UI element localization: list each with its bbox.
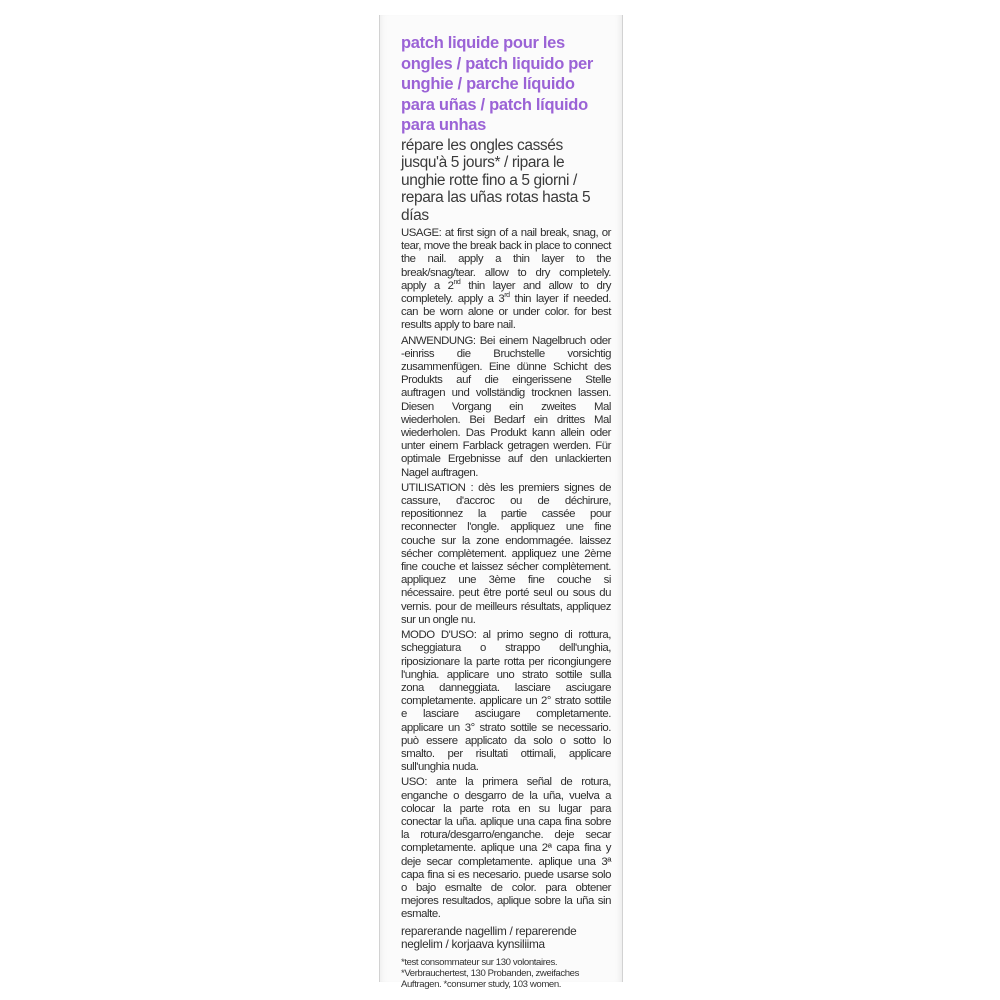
packaging-panel (379, 15, 623, 991)
usage-german: ANWENDUNG: Bei einem Nagelbruch oder -einriss die Bruchstelle vorsichtig zusammenfügen. Eine dünne Schicht des Produkts auf die eingerissene Stelle auftragen und vollständig trocknen lassen. Diesen Vorgang ein zweites Mal wiederholen. Bei Bedarf ein drittes Mal wiederholen. Das Produkt kann allein oder unter einem Farblack getragen werden. Für optimale Ergebnisse auf den unlackierten Nagel auftragen. (401, 334, 611, 479)
product-claim: répare les ongles cassés jusqu'à 5 jours* / ripara le unghie rotte fino a 5 giorni / repara las uñas rotas hasta 5 días (401, 136, 591, 224)
usage-english-part-3: thin layer if needed. can be worn alone or under color. for best results apply to bare nail. (401, 293, 611, 332)
usage-italian: MODO D'USO: al primo segno di rottura, scheggiatura o strappo dell'unghia, riposizionare la parte rotta per ricongiungere l'unghia. applicare uno strato sottile sulla zona danneggiata. lasciare asciugare completamente. applicare un 2° strato sottile e lasciare asciugare completamente. applicare un 3° strato sottile se necessario. può essere applicato da solo o sotto lo smalto. per risultati ottimali, applicare sull'unghia nuda. (401, 629, 611, 774)
usage-french: UTILISATION : dès les premiers signes de cassure, d'accroc ou de déchirure, repositionnez la partie cassée pour reconnecter l'ongle. appliquez une fine couche sur la zone endommagée. laissez sécher complètement. appliquez une 2ème fine couche et laissez sécher complètement. appliquez une 3ème fine couche si nécessaire. peut être porté seul ou sous du vernis. pour de meilleurs résultats, appliquez sur un ongle nu. (401, 481, 611, 626)
usage-english-part-1: USAGE: at first sign of a nail break, snag, or tear, move the break back in place to connect the nail. apply a thin layer to the break/snag/tear. allow to dry completely. apply a 2 (401, 227, 611, 292)
superscript-rd: rd (504, 292, 510, 300)
nordic-product-names: reparerande nagellim / reparerende neglelim / korjaava kynsiliima (401, 923, 577, 951)
superscript-nd: nd (453, 279, 461, 287)
panel-content (401, 33, 611, 990)
usage-english-part-2: thin layer and allow to dry completely. apply a 3 (401, 279, 611, 306)
footnote-german-english: *Verbrauchertest, 130 Probanden, zweifaches Auftragen. *consumer study, 103 women. (401, 968, 579, 991)
usage-spanish: USO: ante la primera señal de rotura, enganche o desgarro de la uña, vuelva a colocar la parte rota en su lugar para conectar la uña. aplique una capa fina sobre la rotura/desgarro/enganche. deje secar completamente. aplique una 2ª capa fina y deje secar completamente. aplique una 3ª capa fina si es necesario. puede usarse solo o bajo esmalte de color. para obtener mejores resultados, aplique sobre la uña sin esmalte. (401, 776, 611, 921)
footnote-french: *test consommateur sur 130 volontaires. (401, 957, 558, 969)
product-title: patch liquide pour les ongles / patch liquido per unghie / parche líquido para uñas / patch líquido para unhas (401, 34, 594, 134)
usage-english (401, 227, 611, 333)
